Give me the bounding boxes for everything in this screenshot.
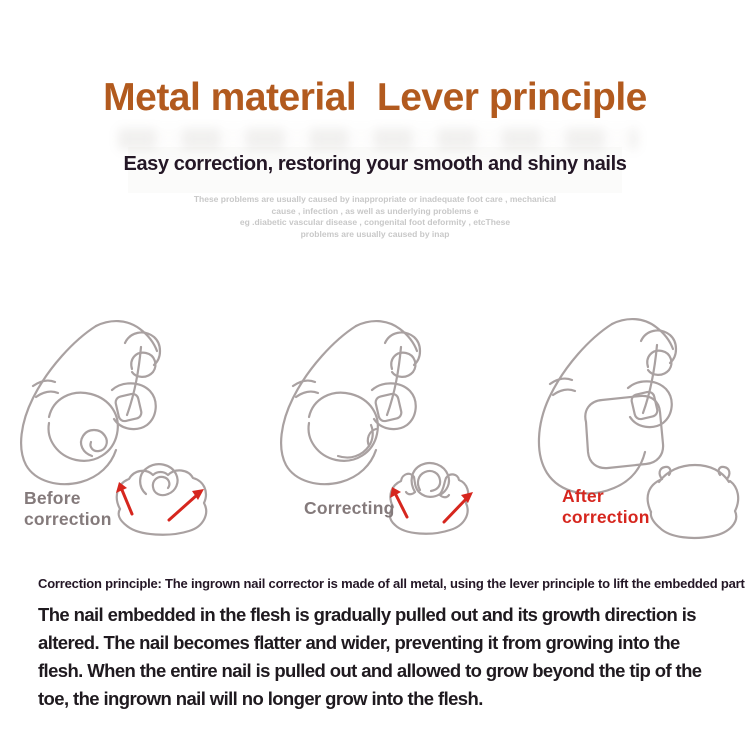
figure-label-after: After correction (562, 486, 650, 527)
subtitle: Easy correction, restoring your smooth and shiny nails (123, 153, 627, 175)
lifted-nail-inner (418, 471, 440, 491)
ingrown-nail-curl (81, 430, 107, 456)
lift-arrows (390, 487, 473, 522)
foot-sketch (281, 321, 420, 484)
figure-before (8, 298, 253, 560)
correcting-illustration (268, 298, 513, 560)
healthy-flat-nail (585, 396, 663, 468)
disclaimer-line: These problems are usually caused by inappropriate or inadequate foot care , mechanical (193, 194, 557, 204)
disclaimer-line: eg .diabetic vascular disease , congenital foot deformity , etcThese (239, 217, 511, 227)
disclaimer-line: cause , infection , as well as underlying problems e (271, 205, 479, 216)
lift-arrows (116, 482, 204, 520)
correction-principle-line: Correction principle: The ingrown nail corrector is made of all metal, using the lever principle to lift the embedded part (38, 576, 745, 591)
foot-sketch (539, 319, 676, 493)
explanation-paragraph: The nail embedded in the flesh is gradually pulled out and its growth direction is altered. The nail becomes flatter and wider, preventing it from growing into the flesh. When the entire nail is pulled out and allowed to grow beyond the tip of the toe, the ingrown nail will no longer grow into the flesh. (38, 604, 702, 709)
toe-cross-section-correcting (390, 463, 468, 534)
page-title: Metal material Lever principle (103, 76, 647, 119)
curled-nail-outer (140, 464, 177, 494)
figure-label-before: Before correction (24, 488, 112, 529)
figure-label-correcting: Correcting (304, 498, 395, 518)
curled-nail-inner (153, 477, 170, 495)
watermark-band (118, 128, 638, 150)
foot-sketch (21, 321, 160, 484)
disclaimer-line: problems are usually caused by inap (300, 228, 450, 239)
figure-correcting (268, 298, 513, 560)
correction-stages-row (0, 298, 750, 560)
disclaimer-text (0, 194, 750, 240)
figure-after (528, 298, 750, 560)
